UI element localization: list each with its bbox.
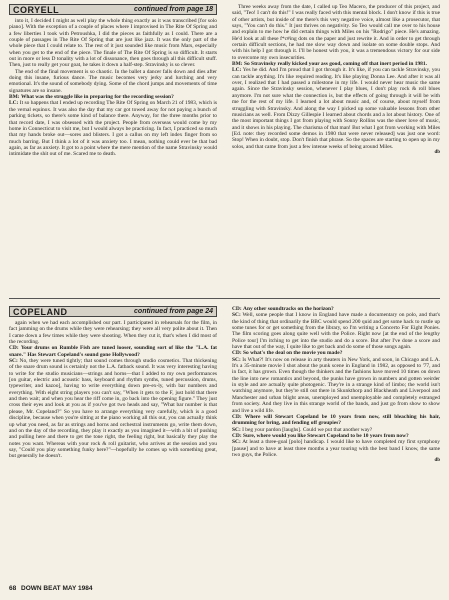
paragraph-text: So what's the deal on the movie you made? bbox=[243, 350, 343, 357]
coryell-continued-note: continued from page 18 bbox=[134, 6, 213, 13]
interview-answer bbox=[9, 358, 217, 460]
speaker-label: CD: bbox=[232, 350, 242, 357]
article-paragraph bbox=[9, 69, 217, 94]
page-number: 68 bbox=[9, 585, 17, 592]
copeland-article bbox=[9, 306, 440, 578]
paragraph-text: I beg your pardon [laughs]. Could we put that another way? bbox=[242, 426, 373, 433]
interview-question bbox=[9, 345, 217, 358]
article-divider bbox=[9, 298, 440, 299]
paragraph-text: Where will Stewart Copeland be 10 years from now, still bleaching his hair, drumming for bring, and fending off groupies? bbox=[232, 413, 440, 427]
paragraph-text: Your drums on Rumble Fish are tuned looser, sounding sort of like the "L.A. fat snare." Has Stewart Copeland's sound gone Hollywood? bbox=[9, 345, 217, 358]
speaker-label: BM: bbox=[232, 61, 243, 68]
article-paragraph bbox=[232, 4, 440, 61]
speaker-label: SC: bbox=[9, 358, 18, 365]
speaker-label: SC: bbox=[232, 312, 241, 319]
speaker-label: SC: bbox=[232, 426, 241, 433]
interview-answer bbox=[9, 100, 217, 157]
article-paragraph bbox=[9, 18, 217, 69]
coryell-continuation-header bbox=[9, 4, 217, 15]
paragraph-text: It so happens that I ended up recording The Rite Of Spring on March 21 of 1983, which is the vernal equinox. It was also the day that my car got towed away for not paying a bunch of parking tickets, so there's some kind of balance there. Anyway, for the three months prior to that record date, I was obsessed with the project. People from overseas would come by my home in Connecticut to visit me, but I would always be practicing. In fact, I practiced so much that my hands broke out—sores and blisters. I got a callus on my left index finger from so much barring. But I think a lot of it was anxiety too. I mean, nothing could ever be that bad again, as far as anxiety. It got to a point where the mere mention of the name Stravinsky would intimidate the shit out of me. Scared me to death. bbox=[9, 100, 217, 158]
article-paragraph bbox=[9, 320, 217, 345]
paragraph-text: Well, some people that I know in England have made a documentary on polo, and that's the kind of thing that ordinarily the BBC would spend 200 quid and get some hack to rustle up some tunes for or get something from the library, so I'm writing a Concerto For Eight Ponies. The film scoring goes along quite well with the Police. Right now [at the end of the lengthy Police tour] I'm itching to get into the studio and do a score. But after I've done a score and have that out of the way, I quite like to get back and do some of those songs again. bbox=[232, 312, 440, 351]
speaker-label: SC: bbox=[232, 439, 241, 446]
paragraph-text: Yes he did. And I'm proud that I got through it. It's like, if you can tackle Stravinsky, you can tackle anything. It's like required reading. It's like playing Donna Lee. And after it was all over, I realized that I had passed a milestone in my life. I would never hear music the same again. Since the Stravinsky session, whenever I play blues, I don't play rock & roll blues anymore. I'm not sure what the connection is, but the effects of going through it will be with me for the rest of my life. I learned a lot about music and, of course, about myself from struggling with Stravinsky. And along the way I picked up some valuable lessons from other musicians as well. From Dizzy Gillespie I learned about chords and a lot about history. One of the most important things I got from playing with Sonny Rollins was the sheer love of music, and it shows in his playing. The charisma of that man! But what I got from working with Miles [Ed. note: they recorded some demos in 1980 that were never released] was just one word: Stop! When in doubt, stop. Don't finish that phrase. So the spaces are starting to open up in my solos, and that came from just a few intense weeks of being around Miles. bbox=[232, 67, 440, 150]
interview-answer bbox=[232, 312, 440, 350]
publication-line: DOWN BEAT MAY 1984 bbox=[21, 585, 93, 592]
speaker-label: SC: bbox=[232, 356, 241, 363]
copeland-continued-note: continued from page 24 bbox=[134, 308, 213, 315]
copeland-left-column bbox=[9, 320, 217, 578]
speaker-label: LC: bbox=[9, 100, 19, 107]
paragraph-text: What was the struggle like in preparing for the recording session? bbox=[20, 94, 174, 101]
speaker-label: CD: bbox=[232, 432, 242, 439]
speaker-label: CD: bbox=[232, 413, 242, 420]
copeland-right-column bbox=[232, 306, 440, 578]
speaker-label: LC: bbox=[232, 67, 242, 74]
coryell-right-column bbox=[232, 4, 440, 293]
paragraph-text: into it, I decided I might as well play the whole thing exactly as it was transcribed [for solo piano]. With the exception of a couple of places where I improvised in The Rite Of Spring and a few liberties I took with Petroushka, I did the pieces as faithfully as I could. There are a couple of passages in The Rite Of Spring that are just like jazz. It was the only part of the whole piece that I could relate to. The rest of it just sounded like music from Mars, especially when you get to the end of the piece. The finale of The Rite Of Spring is so difficult. It starts out in more or less D tonality with a lot of dissonance, then goes through all this difficult stuff. Then, just to really get your goat, he takes it down a half-step. Stravinsky is so clever. bbox=[9, 18, 217, 69]
speaker-label: CD: bbox=[9, 345, 19, 352]
interview-answer bbox=[232, 67, 440, 149]
end-mark: db bbox=[434, 458, 440, 464]
paragraph-text: At least a three-goal [polo] handicap. I would like to have completed my first symphony [pause] and to have at least three months a year touring with the best band I know, the same two guys, the Police. bbox=[232, 439, 440, 458]
paragraph-text: Three weeks away from the date, I called up Teo Macero, the producer of this project, and said, "Teo! I can't do this!" I was really faced with this mental block. I don't know if this is true of other artists, but inside of me there's this very negative voice, almost like a prosecutor, that says, "You can't do this." It just thrives on negativity. So Teo would call me over to his house and explain to me how he did certain things with Miles on his "Rodrigo" piece. He's amazing. He'd look at all these f*c#ing dots on the paper and just rewrite it. And in order to get through certain difficult sections, he had me slow way down and isolate on some double stops. And with his help I got through it. I'll be honest with you, it was a tremendous victory for our side to overcome my own insecurities. bbox=[232, 4, 440, 61]
copeland-continuation-header bbox=[9, 306, 217, 317]
paragraph-text: again when we had each accomplished our part. I participated in rehearsals for the film, in fact jamming on the drums while they were rehearsing; they were all very polite about it. Then I came down a few times while they were shooting. When they cut it, that's when I did most of the recording. bbox=[9, 320, 217, 346]
paragraph-text: So Stravinsky really kicked your ass good, coming off that inert period in 1981. bbox=[243, 61, 427, 68]
interview-answer bbox=[232, 357, 440, 414]
page-footer bbox=[9, 585, 92, 592]
speaker-label: BM: bbox=[9, 94, 20, 101]
paragraph-text: The end of the final movement is so chaotic. In the ballet a dancer falls down and dies after doing this insane, furious dance. The music becomes very jerky and lurching and very emotional. It's the sound of somebody dying. Some of the chord jumps and movements of time signatures are so insane. bbox=[9, 68, 217, 94]
paragraph-text: Is What?! It's now on release in arty theaters in New York, and soon, in Chicago and L.A. It's a 35-minute movie I shot about the punk scene in England in 1982, as opposed to '77, and in fact, it has grown. Even though the thinkers and the fashions have moved 10 times on down the line into new romantics and beyond, the punks have grown in numbers and gotten weirder in style and are actually quite photogenic. They're in a strange kind of limbo; the world isn't watching anymore, but they're still out there in Skunkthorp and Blackheath and Liverpool and Manchester and urban blight areas, unemployed and unemployable and completely estranged from society. And they live in this strange world of the bands, and just go from show to show and live a wild life. bbox=[232, 356, 440, 414]
interview-answer bbox=[232, 439, 440, 458]
interview-question bbox=[232, 414, 440, 427]
paragraph-text: Sure, where would you like Stewart Copeland to be 10 years from now? bbox=[243, 432, 409, 439]
coryell-article bbox=[9, 4, 440, 293]
coryell-header-name: CORYELL bbox=[13, 4, 60, 15]
coryell-left-column bbox=[9, 18, 217, 293]
paragraph-text: No, they were tuned tightly; that sound comes through studio cosmetics. That thickening of the snare drum sound is certainly not the L.A. fatback sound. It was very interesting having to write for the studio musicians—strings and horns—that I added to my own performances [on guitar, electric and acoustic bass, keyboard and rhythm synths, tuned percussion, drums, typewriter, and kazoo], having to write everything down pre-ex-ly, with bar numbers and everything. With eight string players you can't say, "When it gets to the F, just hold that there and then wait; and when you hear the riff come in, go back into the opening figure." They just cross their eyes and look at you as if you've got two heads and say, "What bar number is that please, Mr. Copeland?" So you have to arrange everything very carefully, which is a good discipline, because when you're sitting at the piano working all this out, you can actually think up what you need, as far as strings and horns and orchestral instruments go, write them down, and on the day of the recording, they play it exactly as you imagined it—with a bit of pushing and pulling here and there to get the tone right, the feeling right, but basically they play the notes you want. Whereas with your rock & roll guitarist, who arrives at the session and you say, "Could you play something funky here?"—hopefully he comes up with something great, but generally he doesn't. bbox=[9, 358, 217, 460]
speaker-label: CD: bbox=[232, 306, 242, 312]
paragraph-text: Any other soundtracks on the horizon? bbox=[243, 306, 334, 312]
end-mark: db bbox=[434, 149, 440, 155]
copeland-header-name: COPELAND bbox=[13, 306, 68, 317]
